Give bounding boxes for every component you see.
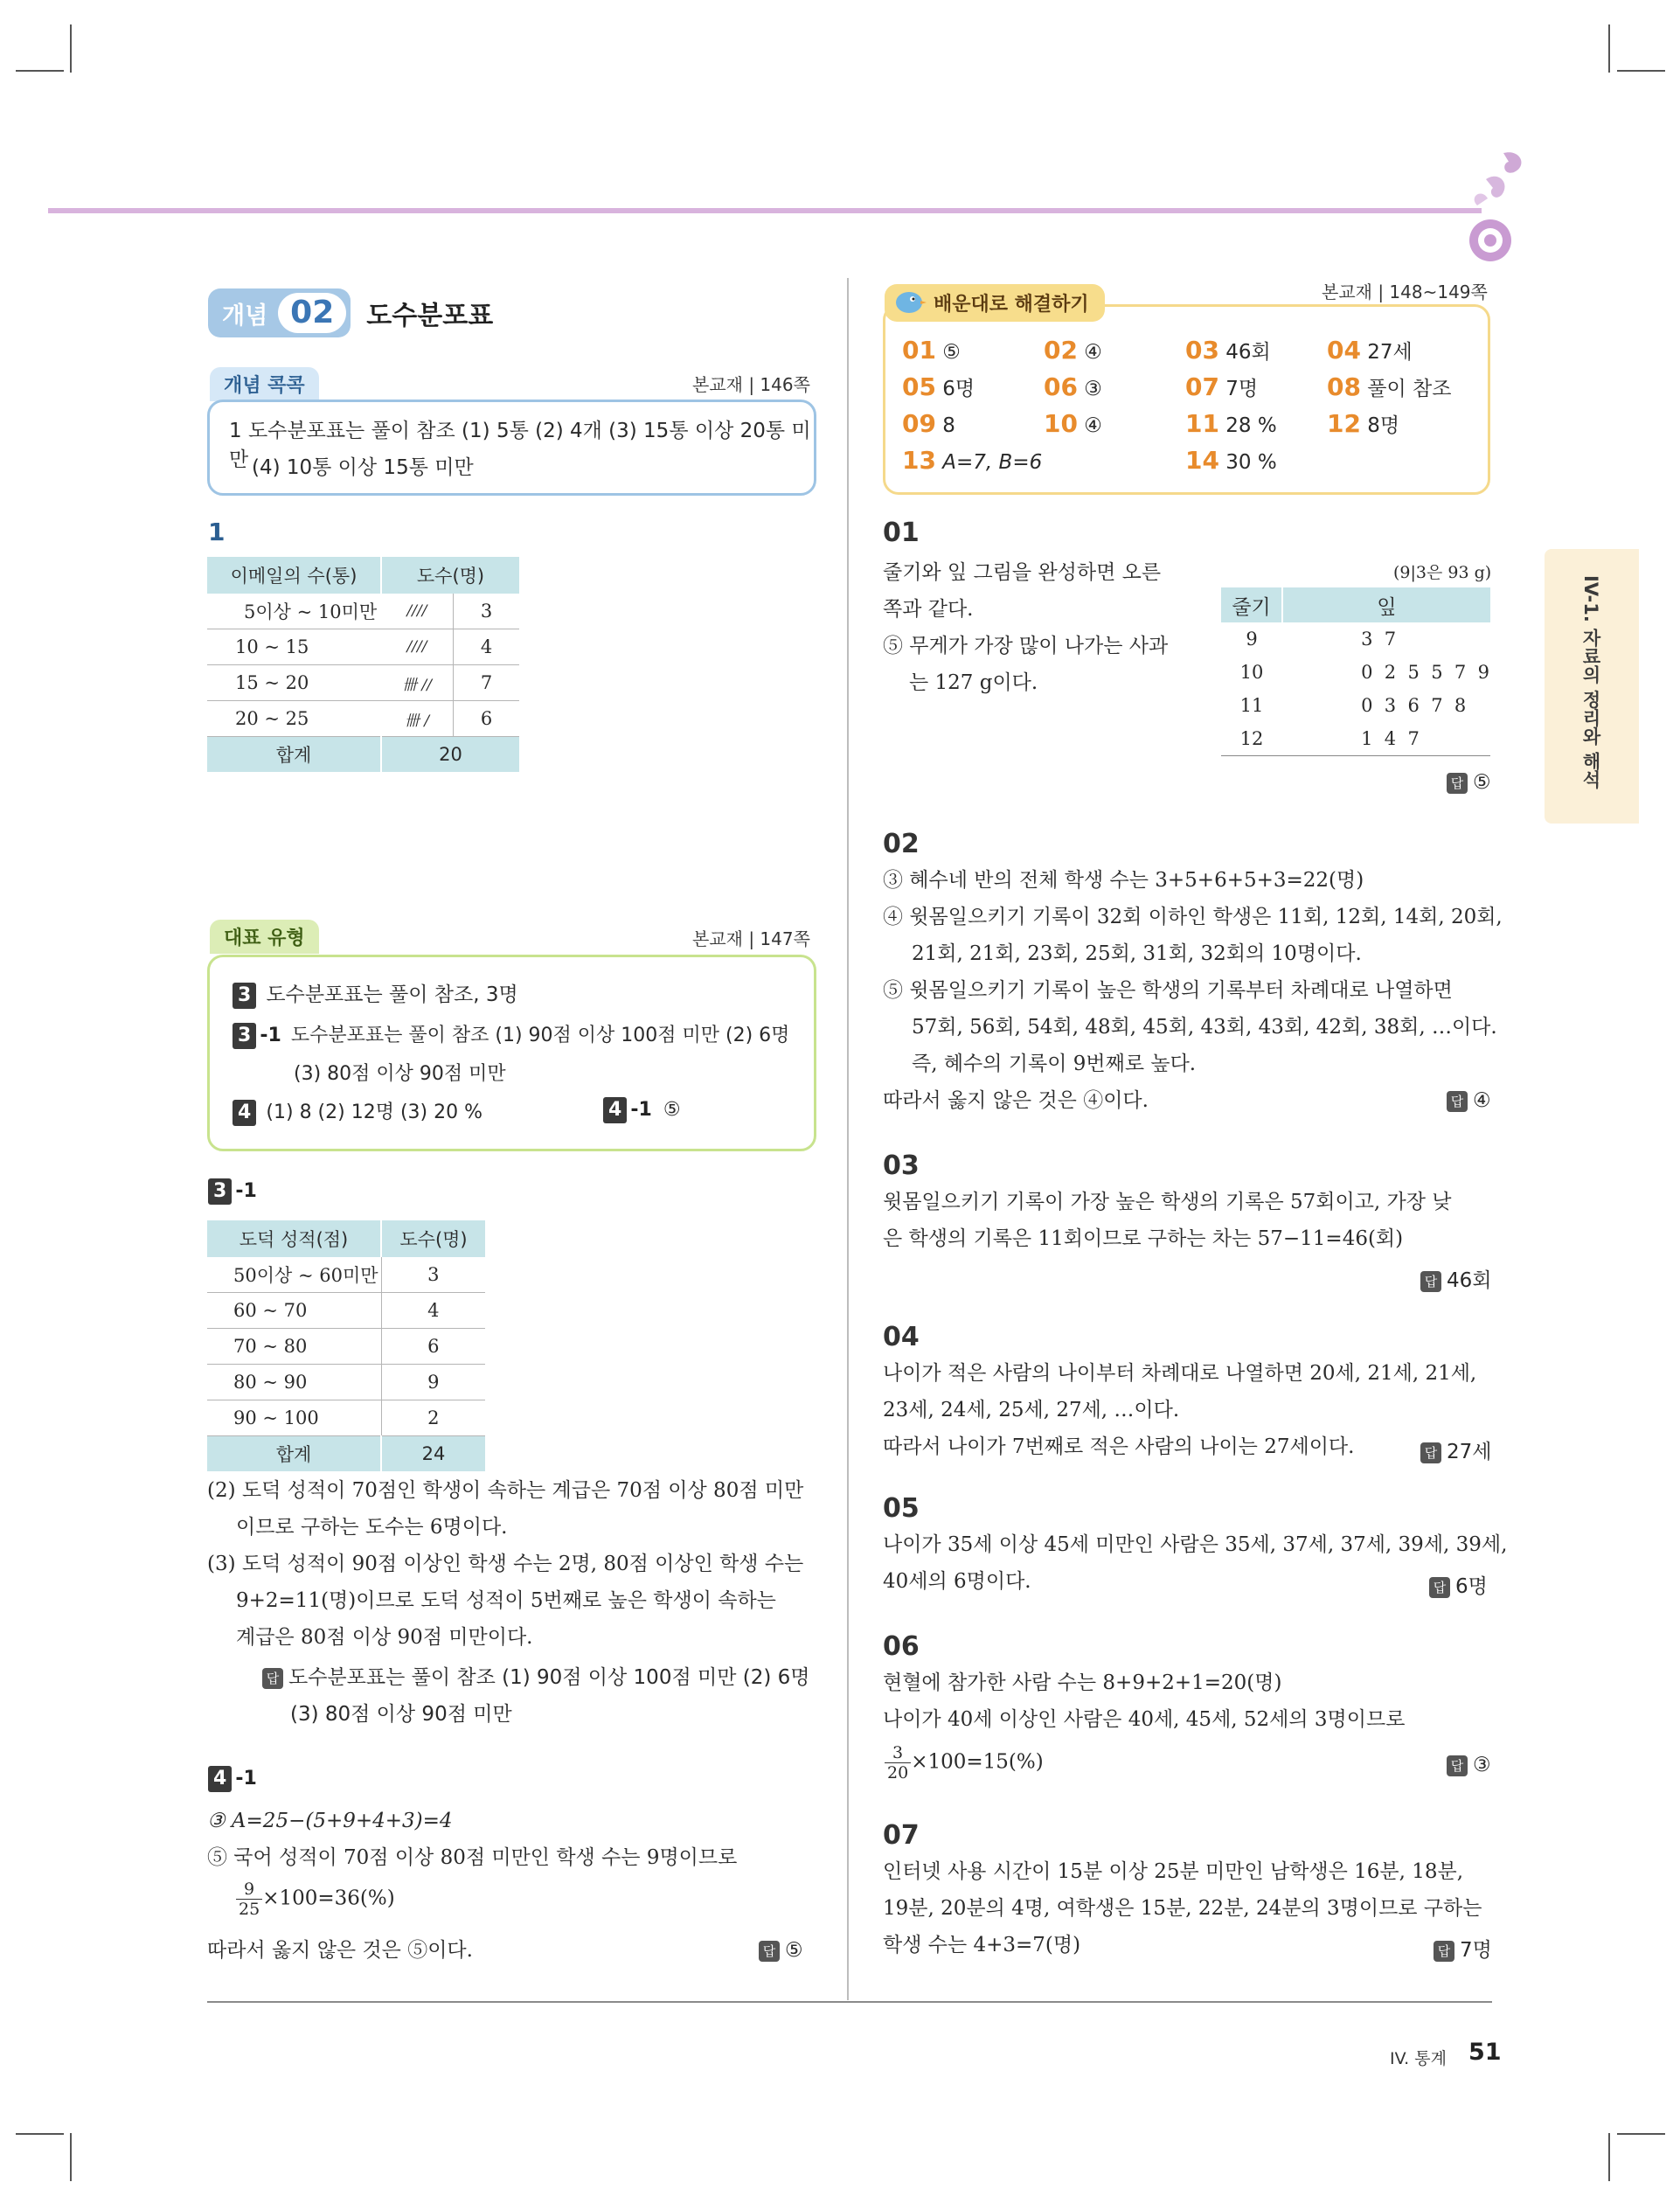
table2-cell-freq: 9: [381, 1365, 485, 1400]
concept-number: 02: [278, 293, 346, 333]
answer-item: [902, 409, 955, 438]
left-text-2b: 이므로 구하는 도수는 6명이다.: [236, 1516, 508, 1539]
answer-val: 7명: [1225, 378, 1259, 400]
q02-text: 21회, 21회, 23회, 25회, 31회, 32회의 10명이다.: [912, 942, 1362, 965]
column-divider: [847, 278, 849, 2000]
q05-text: 40세의 6명이다.: [883, 1570, 1031, 1593]
answer-val: 46회: [1225, 341, 1271, 364]
item-tag: 3: [208, 1178, 232, 1205]
q03-answer: [1420, 1264, 1492, 1293]
q06-number: 06: [883, 1631, 920, 1662]
item-text: (1) 8 (2) 12명 (3) 20 %: [266, 1102, 482, 1123]
table1-sum-label: 합계: [207, 737, 381, 773]
table1-cell-freq: 3: [454, 594, 520, 629]
daepyo-box: [207, 955, 816, 1151]
item-tag: 3: [233, 1023, 256, 1049]
table2-cell-freq: 4: [381, 1293, 485, 1329]
answer-item: [902, 372, 975, 401]
haegyeol-tab: 배운대로 해결하기: [885, 284, 1105, 322]
table-row: [207, 737, 519, 773]
q02-text: 즉, 혜수의 기록이 9번째로 높다.: [912, 1053, 1197, 1075]
q05-number: 05: [883, 1493, 920, 1524]
q06-fraction-line: [885, 1743, 1044, 1783]
item-text: 도수분포표는 풀이 참조, 3명: [266, 983, 518, 1006]
stem-cell: 9: [1246, 629, 1258, 650]
answer-item: [1185, 372, 1258, 401]
chapter-side-tab: [1545, 549, 1639, 824]
q06-answer: [1447, 1754, 1491, 1776]
table-row: [207, 1436, 485, 1472]
q04-text: 나이가 적은 사람의 나이부터 차례대로 나열하면 20세, 21세, 21세,: [883, 1362, 1477, 1385]
tally-mark: ////: [381, 594, 454, 629]
answer-item: [1044, 409, 1102, 438]
q02-text: 57회, 56회, 54회, 48회, 45회, 43회, 43회, 42회, 38회, …이다.: [912, 1016, 1497, 1039]
table1-sum: 20: [381, 737, 519, 773]
tally-mark: ////: [381, 629, 454, 665]
q02-number: 02: [883, 829, 920, 859]
table-row: [207, 1257, 485, 1293]
left-text-q5: ⑤ 국어 성적이 70점 이상 80점 미만인 학생 수는 9명이므로: [207, 1846, 738, 1869]
fraction-rest: ×100=36(%): [262, 1887, 395, 1910]
table-row: [207, 665, 519, 701]
q07-text: 인터넷 사용 시간이 15분 이상 25분 미만인 남학생은 16분, 18분,: [883, 1860, 1464, 1883]
answer-num: 08: [1327, 372, 1361, 401]
answer-num: 01: [902, 336, 936, 365]
table2-header-class: 도덕 성적(점): [207, 1220, 381, 1257]
q01-answer: [1447, 771, 1491, 794]
fraction-rest: ×100=15(%): [911, 1750, 1044, 1774]
q07-number: 07: [883, 1820, 920, 1851]
left-conclusion: 따라서 옳지 않은 것은 ⑤이다.: [207, 1939, 473, 1962]
table2-label: [208, 1178, 257, 1205]
table2-cell-class: 80 ~ 90: [207, 1365, 381, 1400]
leaf-header: 잎: [1282, 587, 1490, 622]
crop-mark: [1617, 2133, 1665, 2135]
q06-text: 나이가 40세 이상인 사람은 40세, 45세, 52세의 3명이므로: [883, 1708, 1406, 1731]
left-answer-a: [262, 1661, 809, 1690]
daepyo-item-4-1: [603, 1097, 681, 1123]
answer-item: [1185, 336, 1271, 365]
table1-header-class: 이메일의 수(통): [207, 557, 381, 594]
q01-text: 줄기와 잎 그림을 완성하면 오른: [883, 561, 1162, 584]
daepyo-tab: 대표 유형: [210, 920, 319, 954]
answer-val: ⑤: [942, 341, 961, 364]
concept-word: 개념: [222, 302, 268, 330]
table2-sum-label: 합계: [207, 1436, 381, 1472]
table2-cell-class: 60 ~ 70: [207, 1293, 381, 1329]
q04-text: 23세, 24세, 25세, 27세, …이다.: [883, 1399, 1180, 1421]
table1-cell-freq: 7: [454, 665, 520, 701]
table1-label: 1: [208, 518, 226, 546]
q01-number: 01: [883, 518, 920, 548]
kaenyeom-box: [207, 400, 816, 496]
q03-text: 윗몸일으키기 기록이 가장 높은 학생의 기록은 57회이고, 가장 낮: [883, 1191, 1452, 1213]
table1-cell-class: 15 ~ 20: [207, 665, 381, 701]
answer-icon: 답: [1447, 1755, 1468, 1776]
answer-text: ⑤: [1473, 771, 1491, 794]
concept-title: 도수분포표: [366, 301, 494, 331]
table-row: [207, 594, 519, 629]
answer-num: 10: [1044, 409, 1078, 438]
q05-answer: [1429, 1570, 1488, 1599]
table1-cell-class: 10 ~ 15: [207, 629, 381, 665]
answer-item: [1327, 372, 1451, 401]
answer-num: 09: [902, 409, 936, 438]
answer-item: [1327, 336, 1413, 365]
item-tag: 4: [603, 1097, 627, 1123]
answer-num: 13: [902, 446, 936, 475]
footer-rule: [207, 2001, 1492, 2003]
answer-icon: 답: [1447, 1091, 1468, 1112]
kaenyeom-ref: 본교재 | 146쪽: [692, 374, 810, 395]
q02-answer: [1447, 1089, 1491, 1112]
answer-num: 12: [1327, 409, 1361, 438]
sec41-label: [208, 1766, 257, 1792]
chapter-side-tab-label: IV-1. 자료의 정리와 해석: [1580, 575, 1601, 789]
stem-cell: 10: [1239, 662, 1264, 683]
item-tag-suffix: -1: [260, 1025, 281, 1046]
item-text: ⑤: [663, 1099, 681, 1121]
answer-icon: 답: [262, 1668, 283, 1689]
concept-badge: [208, 288, 351, 337]
crop-mark: [1608, 2133, 1610, 2181]
left-conclusion-answer: [759, 1939, 803, 1962]
haegyeol-ref: 본교재 | 148~149쪽: [1322, 281, 1488, 302]
table1-cell-class: 5이상 ~ 10미만: [207, 594, 381, 629]
answer-icon: 답: [1434, 1941, 1454, 1962]
answer-text: 27세: [1447, 1441, 1492, 1463]
item-text: 도수분포표는 풀이 참조 (1) 90점 이상 100점 미만 (2) 6명: [290, 1025, 790, 1046]
answer-val: ④: [1084, 341, 1102, 364]
table-row: [1221, 689, 1490, 722]
left-text-2a: (2) 도덕 성적이 70점인 학생이 속하는 계급은 70점 이상 80점 미만: [207, 1479, 804, 1502]
answer-num: 02: [1044, 336, 1078, 365]
answer-val: 6명: [942, 378, 975, 400]
daepyo-ref: 본교재 | 147쪽: [692, 928, 810, 949]
table2-cell-class: 90 ~ 100: [207, 1400, 381, 1436]
q02-text: ④ 윗몸일으키기 기록이 32회 이하인 학생은 11회, 12회, 14회, 20회,: [883, 906, 1503, 928]
answer-text: ④: [1473, 1089, 1491, 1112]
answer-num: 03: [1185, 336, 1219, 365]
answer-num: 05: [902, 372, 936, 401]
answer-item: [1185, 409, 1277, 438]
table-row: [207, 629, 519, 665]
answer-text: ⑤: [785, 1939, 803, 1962]
leaf-cell: 0 2 5 5 7 9: [1361, 662, 1489, 683]
leaf-cell: 3 7: [1361, 629, 1397, 650]
answer-item: [902, 446, 1042, 475]
answer-num: 04: [1327, 336, 1361, 365]
table-row: [207, 1329, 485, 1365]
crop-mark: [70, 24, 72, 73]
flower-ornament-icon: [1451, 144, 1530, 267]
left-answer-b: (3) 80점 이상 90점 미만: [290, 1703, 512, 1726]
q01-text: ⑤ 무게가 가장 많이 나가는 사과: [883, 635, 1169, 657]
leaf-cell: 1 4 7: [1361, 728, 1420, 749]
kaenyeom-line2: (4) 10통 이상 15통 미만: [252, 456, 474, 479]
q04-answer: [1420, 1435, 1492, 1464]
item-tag-suffix: -1: [235, 1180, 257, 1202]
page-number: 51: [1468, 2039, 1502, 2066]
answer-val: ③: [1084, 378, 1102, 400]
item-tag: 4: [208, 1766, 232, 1792]
q07-answer: [1434, 1934, 1492, 1963]
q06-text: 현혈에 참가한 사람 수는 8+9+2+1=20(명): [883, 1671, 1282, 1694]
answer-icon: 답: [759, 1941, 780, 1962]
table-row: [207, 701, 519, 737]
table2-cell-freq: 6: [381, 1329, 485, 1365]
table2-cell-freq: 3: [381, 1257, 485, 1293]
daepyo-item-3: [233, 978, 518, 1009]
answer-val: ④: [1084, 414, 1102, 437]
answer-val: 8명: [1367, 414, 1400, 437]
table-row: [1221, 722, 1490, 756]
tally-mark: 卌 //: [381, 665, 454, 701]
table2-cell-freq: 2: [381, 1400, 485, 1436]
table2-cell-class: 70 ~ 80: [207, 1329, 381, 1365]
crop-mark: [70, 2133, 72, 2181]
answer-val: 8: [942, 414, 955, 437]
leaf-cell: 0 3 6 7 8: [1361, 695, 1467, 716]
q03-number: 03: [883, 1150, 920, 1181]
table-row: [1221, 622, 1490, 656]
answer-item: [1044, 372, 1102, 401]
answer-text: 6명: [1455, 1575, 1488, 1598]
stem-cell: 11: [1239, 695, 1264, 716]
table-row: [207, 1293, 485, 1329]
answer-text: ③: [1473, 1754, 1491, 1776]
fraction: [885, 1743, 911, 1783]
answer-icon: 답: [1447, 773, 1468, 794]
answer-item: [902, 336, 961, 365]
table-row: [1221, 656, 1490, 689]
left-text-3a: (3) 도덕 성적이 90점 이상인 학생 수는 2명, 80점 이상인 학생 수는: [207, 1553, 804, 1575]
answer-num: 07: [1185, 372, 1219, 401]
stem-leaf-note: (9|3은 93 g): [1393, 563, 1492, 582]
answer-num: 06: [1044, 372, 1078, 401]
fraction-numerator: 3: [885, 1743, 911, 1763]
answer-icon: 답: [1420, 1271, 1441, 1292]
answer-item: [1185, 446, 1277, 475]
kaenyeom-line1: 1 도수분포표는 풀이 참조 (1) 5통 (2) 4개 (3) 15통 이상 20통 미만: [229, 420, 811, 471]
left-text-3c: 계급은 80점 이상 90점 미만이다.: [236, 1626, 533, 1649]
table2-sum: 24: [381, 1436, 485, 1472]
answer-item: [1044, 336, 1102, 365]
answer-text: 46회: [1447, 1269, 1492, 1292]
table-row: [207, 1365, 485, 1400]
crop-mark: [1617, 70, 1665, 72]
table2-header-freq: 도수(명): [381, 1220, 485, 1257]
answer-num: 11: [1185, 409, 1219, 438]
fraction-denominator: 25: [239, 1900, 260, 1919]
header-rule: [48, 208, 1482, 213]
q04-text: 따라서 나이가 7번째로 적은 사람의 나이는 27세이다.: [883, 1435, 1355, 1458]
q07-text: 19분, 20분의 4명, 여학생은 15분, 22분, 24분의 3명이므로 구하는: [883, 1897, 1482, 1920]
item-tag-suffix: -1: [630, 1099, 652, 1121]
answer-item: [1327, 409, 1399, 438]
bird-icon: [892, 281, 927, 316]
fraction-line-1: [236, 1880, 395, 1919]
moral-grade-frequency-table: [207, 1220, 485, 1471]
item-tag: 4: [233, 1100, 256, 1126]
answer-num: 14: [1185, 446, 1219, 475]
item-tag-suffix: -1: [235, 1768, 257, 1790]
answer-val: 풀이 참조: [1367, 378, 1452, 400]
table1-cell-freq: 4: [454, 629, 520, 665]
q04-number: 04: [883, 1322, 920, 1352]
q02-text: 따라서 옳지 않은 것은 ④이다.: [883, 1089, 1149, 1112]
table1-cell-freq: 6: [454, 701, 520, 737]
stem-and-leaf-plot: [1221, 587, 1490, 756]
answer-text: 도수분포표는 풀이 참조 (1) 90점 이상 100점 미만 (2) 6명: [288, 1666, 810, 1689]
left-text-q3: ③ A=25−(5+9+4+3)=4: [207, 1810, 453, 1832]
answer-text: 7명: [1460, 1939, 1492, 1962]
footer-chapter: IV. 통계: [1390, 2049, 1447, 2068]
q05-text: 나이가 35세 이상 45세 미만인 사람은 35세, 37세, 37세, 39세, 39세,: [883, 1533, 1508, 1556]
answer-icon: 답: [1420, 1442, 1441, 1463]
answer-val: A=7, B=6: [942, 451, 1043, 474]
q01-text: 는 127 g이다.: [909, 671, 1038, 694]
stem-cell: 12: [1239, 728, 1264, 749]
q03-text: 은 학생의 기록은 11회이므로 구하는 차는 57−11=46(회): [883, 1227, 1404, 1250]
answer-val: 30 %: [1225, 451, 1277, 474]
fraction-denominator: 20: [887, 1763, 909, 1783]
table2-cell-class: 50이상 ~ 60미만: [207, 1257, 381, 1293]
table-row: [207, 1400, 485, 1436]
tally-mark: 卌 /: [381, 701, 454, 737]
table1-cell-class: 20 ~ 25: [207, 701, 381, 737]
item-tag: 3: [233, 983, 256, 1009]
crop-mark: [16, 70, 64, 72]
answer-val: 28 %: [1225, 414, 1277, 437]
answer-icon: 답: [1429, 1577, 1450, 1598]
daepyo-item-4: [233, 1097, 482, 1126]
crop-mark: [16, 2133, 64, 2135]
fraction-numerator: 9: [236, 1880, 262, 1900]
item-text: (3) 80점 이상 90점 미만: [294, 1063, 506, 1085]
fraction: [236, 1880, 262, 1919]
q07-text: 학생 수는 4+3=7(명): [883, 1934, 1081, 1956]
answer-val: 27세: [1367, 341, 1413, 364]
concept-header: [208, 288, 493, 337]
q01-text: 쪽과 같다.: [883, 598, 974, 621]
q02-text: ③ 혜수네 반의 전체 학생 수는 3+5+6+5+3=22(명): [883, 869, 1364, 892]
q02-text: ⑤ 윗몸일으키기 기록이 높은 학생의 기록부터 차례대로 나열하면: [883, 979, 1453, 1002]
email-frequency-table: [207, 557, 519, 772]
daepyo-item-3-1: [233, 1020, 789, 1049]
table1-header-freq: 도수(명): [381, 557, 519, 594]
crop-mark: [1608, 24, 1610, 73]
stem-header: 줄기: [1232, 595, 1271, 619]
kaenyeom-tab: 개념 콕콕: [210, 367, 319, 401]
left-text-3b: 9+2=11(명)이므로 도덕 성적이 5번째로 높은 학생이 속하는: [236, 1589, 776, 1612]
